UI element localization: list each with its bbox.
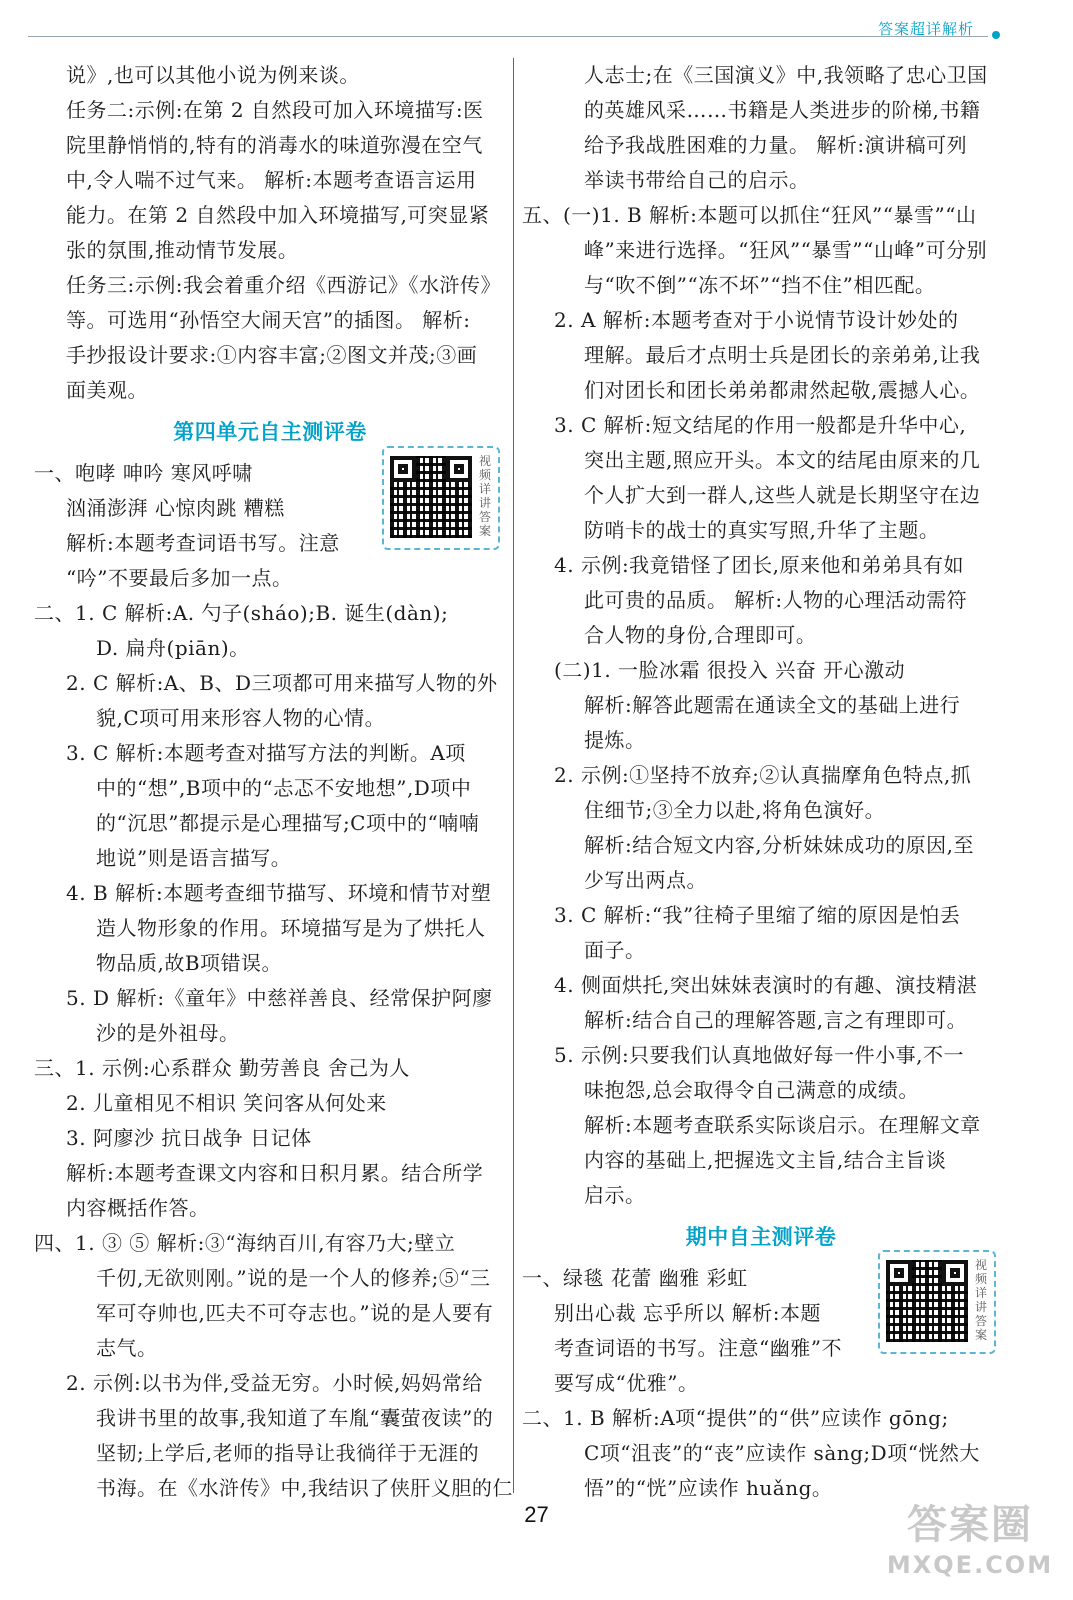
text-line: 汹涌澎湃 心惊肉跳 糟糕 — [66, 496, 285, 520]
text-line: 个人扩大到一群人,这些人就是长期坚守在边 — [584, 483, 981, 507]
text-line: 等。可选用“孙悟空大闹天宫”的插图。 解析: — [66, 308, 471, 332]
text-line: 貌,C项可用来形容人物的心情。 — [96, 706, 386, 730]
text-line: 要写成“优雅”。 — [554, 1371, 699, 1395]
text-line: 峰”来进行选择。“狂风”“暴雪”“山峰”可分别 — [584, 238, 988, 262]
qr-code-unit4[interactable] — [382, 446, 500, 550]
text-line: 沙的是外祖母。 — [96, 1021, 240, 1045]
text-line: 4. 示例:我竟错怪了团长,原来他和弟弟具有如 — [554, 553, 965, 577]
text-line: 内容的基础上,把握选文主旨,结合主旨谈 — [584, 1148, 947, 1172]
text-line: 物品质,故B项错误。 — [96, 951, 283, 975]
text-line: 院里静悄悄的,特有的消毒水的味道弥漫在空气 — [66, 133, 483, 157]
text-line: 中,令人喘不过气来。 解析:本题考查语言运用 — [66, 168, 477, 192]
text-line: 一、绿毯 花蕾 幽雅 彩虹 — [522, 1266, 748, 1290]
text-line: 解析:结合短文内容,分析妹妹成功的原因,至 — [584, 833, 974, 857]
text-line: 3. C 解析:短文结尾的作用一般都是升华中心, — [554, 413, 967, 437]
text-line: 此可贵的品质。 解析:人物的心理活动需符 — [584, 588, 968, 612]
text-line: 任务二:示例:在第 2 自然段可加入环境描写:医 — [66, 98, 484, 122]
text-line: 军可夺帅也,匹夫不可夺志也。”说的是人要有 — [96, 1301, 494, 1325]
text-line: 任务三:示例:我会着重介绍《西游记》《水浒传》 — [66, 273, 501, 297]
text-line: 造人物形象的作用。环境描写是为了烘托人 — [96, 916, 486, 940]
text-line: 二、1. B 解析:A项“提供”的“供”应读作 gōng; — [522, 1406, 949, 1430]
text-line: 防哨卡的战士的真实写照,升华了主题。 — [584, 518, 940, 542]
qr-code-icon — [390, 456, 472, 538]
text-line: 地说”则是语言描写。 — [96, 846, 292, 870]
text-line: 考查词语的书写。注意“幽雅”不 — [554, 1336, 842, 1360]
text-line: 解析:本题考查词语书写。注意 — [66, 531, 340, 555]
text-line: 内容概括作答。 — [66, 1196, 210, 1220]
text-line: C项“沮丧”的“丧”应读作 sàng;D项“恍然大 — [584, 1441, 980, 1465]
watermark-url: MXQE.COM — [886, 1551, 1054, 1579]
text-line: 一、咆哮 呻吟 寒风呼啸 — [34, 461, 253, 485]
text-line: 提炼。 — [584, 728, 646, 752]
header-rule — [28, 36, 988, 37]
section-title: 期中自主测评卷 — [685, 1225, 837, 1249]
qr-code-icon — [886, 1260, 968, 1342]
watermark — [880, 1500, 1060, 1596]
qr-code-midterm[interactable] — [878, 1250, 996, 1354]
text-line: 5. D 解析:《童年》中慈祥善良、经常保护阿廖 — [66, 986, 493, 1010]
text-line: 2. A 解析:本题考查对于小说情节设计妙处的 — [554, 308, 959, 332]
watermark-logo: 答案圈 — [907, 1502, 1033, 1548]
text-line: 3. 阿廖沙 抗日战争 日记体 — [66, 1126, 312, 1150]
text-line: D. 扁舟(piān)。 — [96, 636, 250, 660]
text-line: 人志士;在《三国演义》中,我领略了忠心卫国 — [584, 63, 988, 87]
text-line: 2. 示例:①坚持不放弃;②认真揣摩角色特点,抓 — [554, 763, 972, 787]
text-line: 面子。 — [584, 938, 646, 962]
text-line: 解析:结合自己的理解答题,言之有理即可。 — [584, 1008, 968, 1032]
header-dot-icon — [992, 31, 1000, 39]
text-line: 的“沉思”都提示是心理描写;C项中的“喃喃 — [96, 811, 480, 835]
text-line: 能力。在第 2 自然段中加入环境描写,可突显紧 — [66, 203, 490, 227]
text-line: 2. C 解析:A、B、D三项都可用来描写人物的外 — [66, 671, 498, 695]
text-line: 别出心裁 忘乎所以 解析:本题 — [554, 1301, 821, 1325]
text-line: 三、1. 示例:心系群众 勤劳善良 舍己为人 — [34, 1056, 410, 1080]
text-line: 3. C 解析:“我”往椅子里缩了缩的原因是怕丢 — [554, 903, 961, 927]
page-number: 27 — [524, 1502, 549, 1527]
qr-label: 视频详讲答案 — [478, 454, 491, 538]
text-line: 少写出两点。 — [584, 868, 707, 892]
text-line: 4. 侧面烘托,突出妹妹表演时的有趣、演技精湛 — [554, 973, 978, 997]
text-line: 2. 示例:以书为伴,受益无穷。小时候,妈妈常给 — [66, 1371, 483, 1395]
text-line: 给予我战胜困难的力量。 解析:演讲稿可列 — [584, 133, 968, 157]
text-line: 解析:解答此题需在通读全文的基础上进行 — [584, 693, 961, 717]
qr-label: 视频详讲答案 — [974, 1258, 987, 1342]
text-line: 突出主题,照应开头。本文的结尾由原来的几 — [584, 448, 981, 472]
text-line: “吟”不要最后多加一点。 — [66, 566, 293, 590]
text-line: 4. B 解析:本题考查细节描写、环境和情节对塑 — [66, 881, 492, 905]
text-line: 手抄报设计要求:①内容丰富;②图文并茂;③画 — [66, 343, 478, 367]
text-line: 二、1. C 解析:A. 勺子(sháo);B. 诞生(dàn); — [34, 601, 449, 625]
text-line: (二)1. 一脸冰霜 很投入 兴奋 开心激动 — [554, 658, 906, 682]
text-line: 启示。 — [584, 1183, 646, 1207]
text-line: 2. 儿童相见不相识 笑问客从何处来 — [66, 1091, 387, 1115]
text-line: 解析:本题考查联系实际谈启示。在理解文章 — [584, 1113, 981, 1137]
text-line: 味抱怨,总会取得令自己满意的成绩。 — [584, 1078, 919, 1102]
text-line: 中的“想”,B项中的“忐忑不安地想”,D项中 — [96, 776, 472, 800]
text-line: 我讲书里的故事,我知道了车胤“囊萤夜读”的 — [96, 1406, 494, 1430]
text-line: 们对团长和团长弟弟都肃然起敬,震撼人心。 — [584, 378, 981, 402]
header-title: 答案超详解析 — [878, 20, 975, 38]
text-line: 四、1. ③ ⑤ 解析:③“海纳百川,有容乃大;壁立 — [34, 1231, 456, 1255]
text-line: 千仞,无欲则刚。”说的是一个人的修养;⑤“三 — [96, 1266, 491, 1290]
text-line: 的英雄风采……书籍是人类进步的阶梯,书籍 — [584, 98, 981, 122]
text-line: 解析:本题考查课文内容和日积月累。结合所学 — [66, 1161, 484, 1185]
text-line: 5. 示例:只要我们认真地做好每一件小事,不一 — [554, 1043, 965, 1067]
text-line: 五、(一)1. B 解析:本题可以抓住“狂风”“暴雪”“山 — [522, 203, 977, 227]
column-divider — [513, 58, 514, 1493]
text-line: 坚韧;上学后,老师的指导让我徜徉于无涯的 — [96, 1441, 480, 1465]
text-line: 3. C 解析:本题考查对描写方法的判断。A项 — [66, 741, 466, 765]
text-line: 合人物的身份,合理即可。 — [584, 623, 817, 647]
left-column — [34, 58, 513, 1506]
text-line: 与“吹不倒”“冻不坏”“挡不住”相匹配。 — [584, 273, 936, 297]
text-line: 张的氛围,推动情节发展。 — [66, 238, 299, 262]
section-title: 第四单元自主测评卷 — [173, 420, 367, 444]
text-line: 志气。 — [96, 1336, 158, 1360]
text-line: 举读书带给自己的启示。 — [584, 168, 810, 192]
text-line: 面美观。 — [66, 378, 148, 402]
text-line: 悟”的“恍”应读作 huǎng。 — [584, 1476, 833, 1500]
text-line: 住细节;③全力以赴,将角色演好。 — [584, 798, 886, 822]
text-line: 书海。在《水浒传》中,我结识了侠肝义胆的仁 — [96, 1476, 513, 1500]
text-line: 说》,也可以其他小说为例来谈。 — [66, 63, 360, 87]
text-line: 理解。最后才点明士兵是团长的亲弟弟,让我 — [584, 343, 981, 367]
